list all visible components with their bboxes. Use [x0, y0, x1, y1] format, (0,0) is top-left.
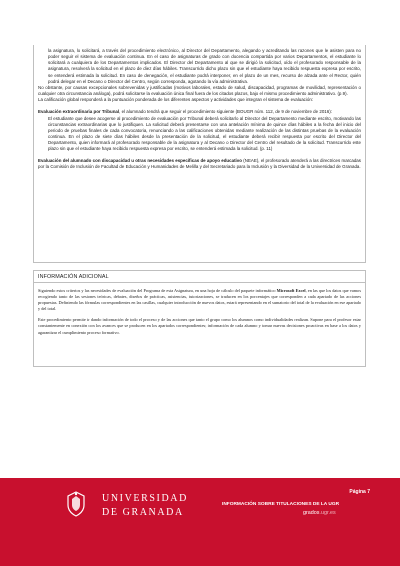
- additional-info-section: [33, 270, 366, 367]
- paragraph-tribunal-intro: [38, 109, 361, 115]
- degrees-link[interactable]: grados.ugr.es: [303, 510, 336, 516]
- degrees-info-label: INFORMACIÓN SOBRE TITULACIONES DE LA UGR: [222, 502, 340, 507]
- page-number: Página 7: [349, 489, 370, 495]
- page-footer: [0, 478, 400, 566]
- paragraph-global-grade: La calificación global responderá a la puntuación ponderada de los diferentes aspectos y actividades que integran el sistema de evaluación:: [38, 97, 314, 103]
- paragraph-procedure-info: Este procedimiento permite ir dando información de todo el proceso y de las acciones que tanto el grupo como los alumnos como individualidades realizan. Supone para el profesor estar constantemente en conexión con los avances que se producen en los apartados correspondientes; información de cada alumno y tomar nuevas decisiones proactivas en base a los datos y agarantizar el cumplimiento proceso formativo.: [38, 317, 361, 335]
- tribunal-intro-text: , el alumnado tendrá que seguir el procedimiento siguiente (BOUGR núm. 112, de 9 de noviembre de 2016):: [119, 109, 332, 115]
- paragraph-neae: [38, 158, 361, 170]
- paragraph-excel-criteria: Siguiendo estos criterios y las necesidades de evaluación del Programa de esta Asignatura, en una hoja de cálculo del paquete informático Microsoft Excel, en las que los datos que vamos recogiendo tanto de las sesiones teóricas, debates, diseños de prácticas, asistencias, tutorizaciones, se traducen en los porcentajes que corresponden a cada apartado de las acciones propuestas. Definiendo las fórmulas correspondientes en las casillas, cualquier introducción de nuevos datos, estará representando en el sumatorio del total de la evaluación en ese apartado y del total.: [38, 288, 361, 312]
- neae-text: (NEAE), el profesorado atenderá a las directrices marcadas por la Comisión de Inclusión de Facultad de Educación y Humanidades de Melilla y del Secretariado para la Inclusión y la Diversidad de la Universidad de Granada.: [38, 157, 361, 169]
- university-crest-icon: [66, 491, 86, 517]
- university-name-line1: UNIVERSIDAD: [102, 493, 188, 504]
- paragraph-tribunal-procedure: El estudiante que desee acogerse al procedimiento de evaluación por Tribunal deberá solicitarlo al Director del Departamento mediante escrito, motivando las circunstancias extraordinarias que lo justifiquen. La solicitud deberá presentarse con una antelación mínima de quince días hábiles a la fecha del inicio del periodo de pruebas finales de cada convocatoria, renunciando a las calificaciones obtenidas mediante realización de las distintas pruebas de la evaluación continua. En el plazo de siete días hábiles desde la presentación de la solicitud, el estudiante deberá recibir respuesta por escrito del Director del Departamento, quien informará al profesorado responsable de la asignatura y al Decano o Director del Centro del resultado de la solicitud. Transcurrido este plazo sin que el estudiante haya recibido respuesta expresa por escrito, se entenderá estimada la solicitud. (p. 11): [48, 115, 361, 152]
- additional-info-heading: INFORMACIÓN ADICIONAL: [34, 271, 365, 283]
- paragraph-exceptional-causes: No obstante, por causas excepcionales sobrevenidas y justificadas (motivos laborales, estado de salud, discapacidad, programas de movilidad, representación o cualquier otra circunstancia análoga), podrá solicitarse la evaluación única final fuera de los citados plazos, bajo el mismo procedimiento administrativo. (p.9).: [38, 84, 361, 97]
- paragraph-single-evaluation-request: la asignatura, lo solicitará, a través del procedimiento electrónico, al Director del Departamento, alegando y acreditando las razones que le asisten para no poder seguir el sistema de evaluación continua. En el caso de asignaturas de grado con docencia compartida por varios Departamentos, el estudiante lo solicitará a cualquiera de los Departamentos implicados. El Director del Departamento al que se dirigió la solicitud, oído el profesorado responsable de la asignatura, resolverá la solicitud en el plazo de diez días hábiles. Transcurrido dicho plazo sin que el estudiante haya recibido respuesta expresa por escrito, se entenderá estimada la solicitud. En caso de denegación, el estudiante podrá interponer, en el plazo de un mes, recurso de alzada ante el Rector, quién podrá delegar en el Decano o Director del Centro, según corresponda, agotando la vía administrativa.: [48, 48, 361, 84]
- tribunal-heading: Evaluación extraordinaria por Tribunal: [38, 109, 120, 115]
- neae-heading: Evaluación del alumnado con discapacidad u otras necesidades específicas de apoyo educativo: [38, 157, 242, 163]
- evaluation-section: [33, 45, 366, 263]
- university-name-line2: DE GRANADA: [102, 507, 184, 518]
- excel-name: Microsoft Excel: [276, 288, 306, 293]
